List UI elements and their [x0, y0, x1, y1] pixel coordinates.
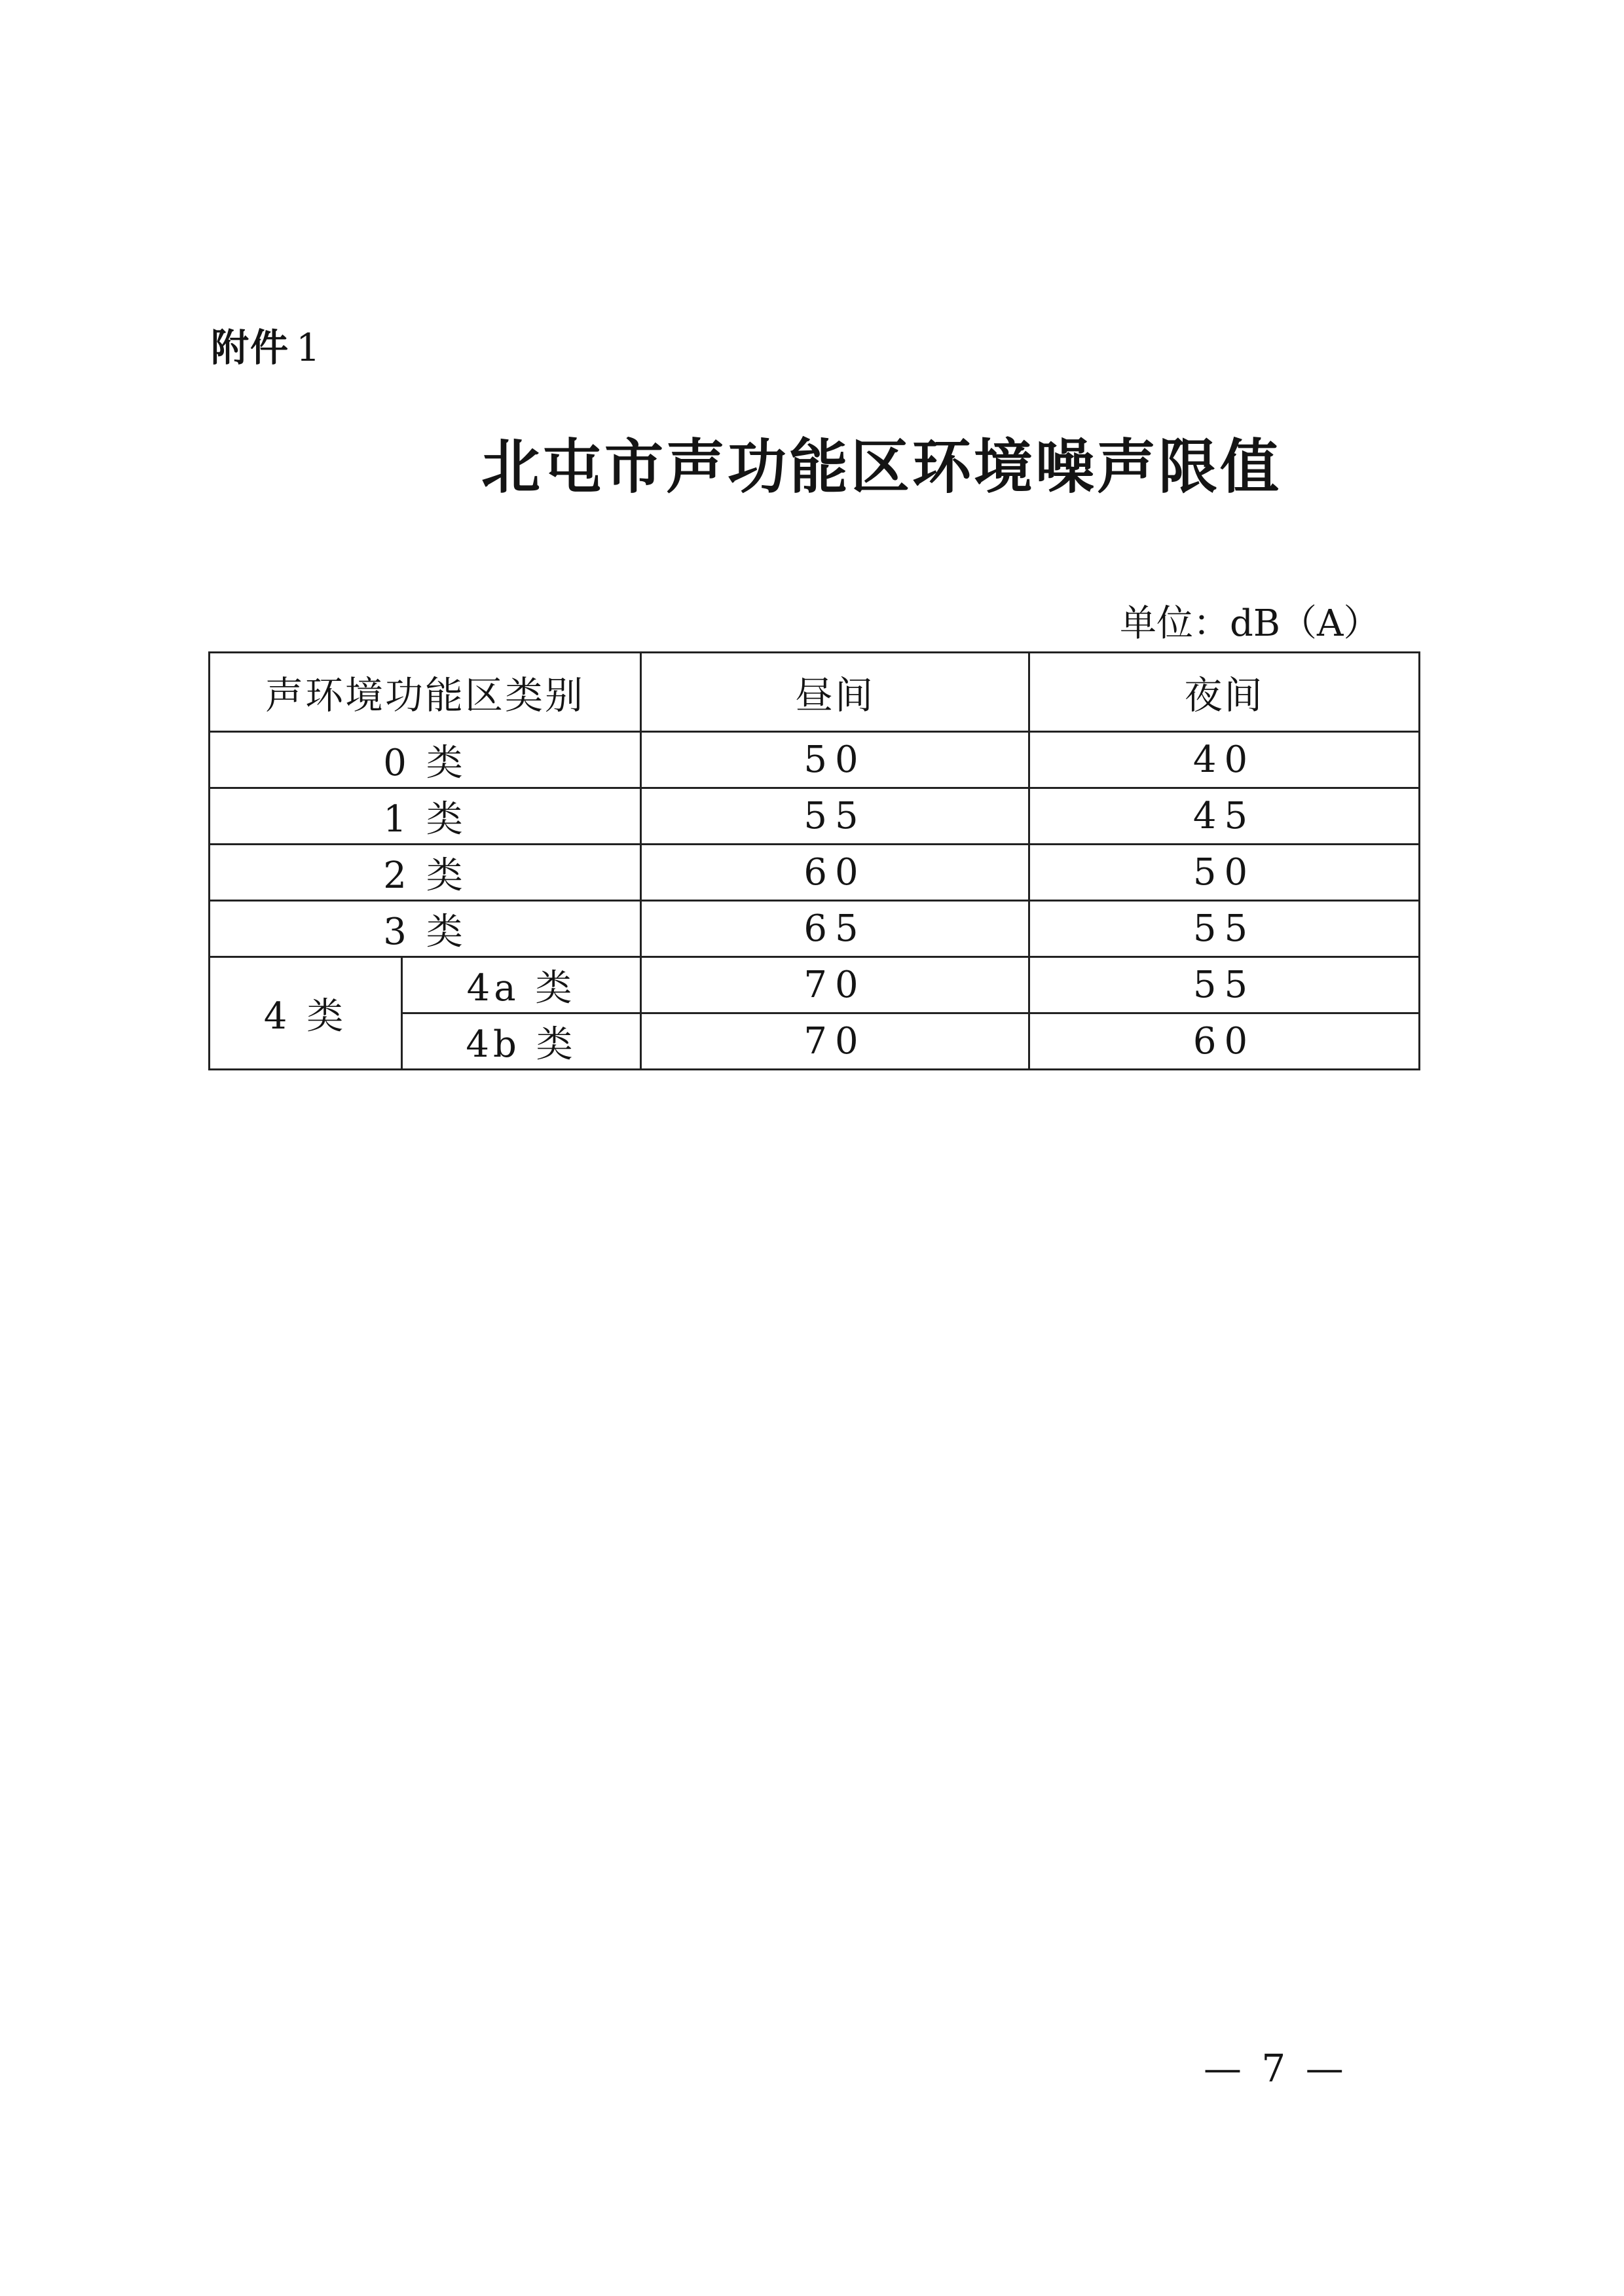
unit-label: 单位：dB（A）: [1120, 602, 1380, 645]
table-row: [210, 957, 1420, 1013]
table-row: [210, 732, 1420, 788]
row-night-value: 50: [1029, 845, 1420, 901]
row-night-value: 45: [1029, 788, 1420, 845]
row-night-value: 60: [1029, 1013, 1420, 1070]
row-day-value: 70: [641, 957, 1029, 1013]
header-category: 声环境功能区类别: [210, 653, 641, 732]
table-header-row: [210, 653, 1420, 732]
document-title: 北屯市声功能区环境噪声限值: [481, 432, 1282, 501]
row-day-value: 65: [641, 901, 1029, 957]
row-category: 1 类: [210, 788, 641, 845]
header-day: 昼间: [641, 653, 1029, 732]
row-category: 2 类: [210, 845, 641, 901]
row-night-value: 40: [1029, 732, 1420, 788]
row-day-value: 55: [641, 788, 1029, 845]
row-day-value: 50: [641, 732, 1029, 788]
attachment-text: 附件: [211, 325, 290, 370]
row-category: 3 类: [210, 901, 641, 957]
attachment-number: 1: [296, 325, 322, 370]
attachment-label: [211, 317, 322, 372]
row-night-value: 55: [1029, 901, 1420, 957]
page-number: — 7 —: [1204, 2046, 1348, 2090]
table-row: [210, 788, 1420, 845]
subrow-category: 4b 类: [402, 1013, 641, 1070]
group-category: 4 类: [210, 957, 402, 1070]
row-day-value: 60: [641, 845, 1029, 901]
row-day-value: 70: [641, 1013, 1029, 1070]
header-night: 夜间: [1029, 653, 1420, 732]
subrow-category: 4a 类: [402, 957, 641, 1013]
table-row: [210, 845, 1420, 901]
row-category: 0 类: [210, 732, 641, 788]
table-row: [210, 901, 1420, 957]
row-night-value: 55: [1029, 957, 1420, 1013]
noise-limits-table: [208, 651, 1420, 1070]
